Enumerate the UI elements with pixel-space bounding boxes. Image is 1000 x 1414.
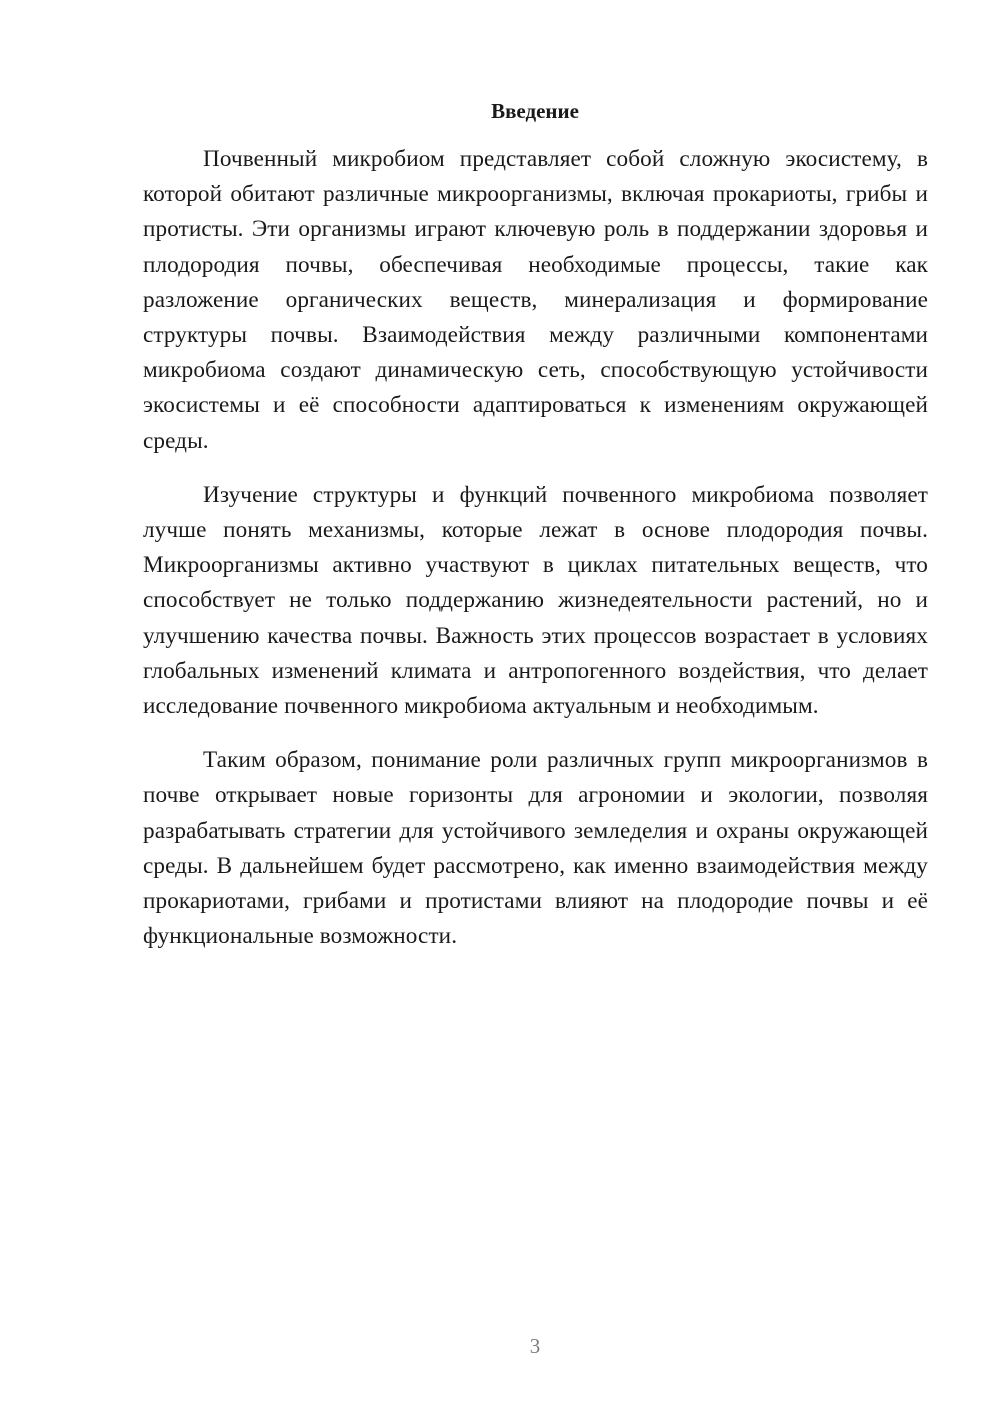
section-title: Введение	[491, 99, 579, 123]
body-text	[143, 142, 928, 954]
paragraph-3: Таким образом, понимание роли различных групп микроорганизмов в почве открывает новые горизонты для агрономии и экологии, позволяя разрабатывать стратегии для устойчивого земледелия и охраны окружающей среды. В дальнейшем будет рассмотрено, как именно взаимодействия между прокариотами, грибами и протистами влияют на плодородие почвы и её функциональные возможности.	[143, 747, 928, 950]
paragraph-2: Изучение структуры и функций почвенного микробиома позволяет лучше понять механизмы, которые лежат в основе плодородия почвы. Микроорганизмы активно участвуют в циклах питательных веществ, что способствует не только поддержанию жизнедеятельности растений, но и улучшению качества почвы. Важность этих процессов возрастает в условиях глобальных изменений климата и антропогенного воздействия, что делает исследование почвенного микробиома актуальным и необходимым.	[143, 481, 928, 720]
paragraph-1: Почвенный микробиом представляет собой сложную экосистему, в которой обитают различные микроорганизмы, включая прокариоты, грибы и протисты. Эти организмы играют ключевую роль в поддержании здоровья и плодородия почвы, обеспечивая необходимые процессы, такие как разложение органических веществ, минерализация и формирование структуры почвы. Взаимодействия между различными компонентами микробиома создают динамическую сеть, способствующую устойчивости экосистемы и её способности адаптироваться к изменениям окружающей среды.	[143, 146, 928, 454]
page-number: 3	[529, 1334, 541, 1358]
